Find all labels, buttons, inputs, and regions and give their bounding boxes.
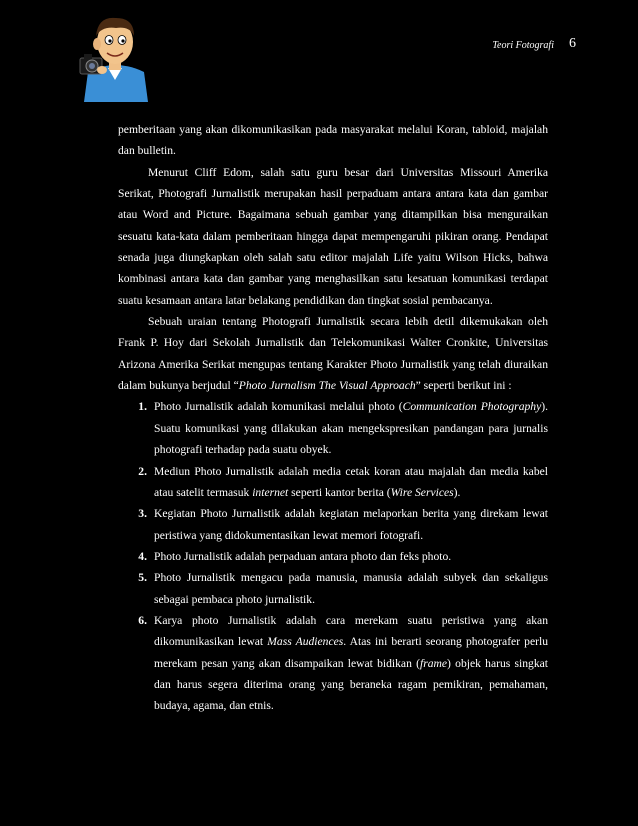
- list-number: 2.: [138, 464, 147, 478]
- running-header-title: Teori Fotografi: [492, 40, 554, 51]
- photographer-cartoon-icon: [78, 10, 153, 102]
- list-number: 6.: [138, 613, 147, 627]
- book-title: Photo Jurnalism The Visual Approach: [238, 379, 416, 393]
- list-item: [118, 461, 548, 504]
- page-body: [118, 119, 548, 717]
- list-italic-term: Communication Photography: [402, 400, 542, 414]
- list-text: Photo Jurnalistik adalah komunikasi melalui photo (: [154, 400, 403, 414]
- list-number: 3.: [138, 507, 147, 521]
- list-item: [118, 546, 548, 567]
- list-item: [118, 610, 548, 717]
- paragraph-2: Menurut Cliff Edom, salah satu guru besar dari Universitas Missouri Amerika Serikat, Photografi Jurnalistik merupakan hasil perpaduam antara antara kata dan gambar atau Word and Picture. Bagaimana sebuah gambar yang ditampilkan bisa menguraikan sesuatu kata-kata dalam pemberitaan hingga dapat mempengaruhi pikiran orang. Pendapat senada juga diungkapkan oleh salah satu editor majalah Life yaitu Wilson Hicks, bahwa kombinasi antara kata dan gambar yang menghasilkan satu kesatuan komunikasi terdapat suatu kesamaan antara latar belakang pendidikan dan tingkat sosial pembacanya.: [118, 165, 548, 307]
- list-text: Kegiatan Photo Jurnalistik adalah kegiatan melaporkan berita yang direkam lewat peristiwa yang didokumentasikan lewat memori fotografi.: [154, 507, 548, 542]
- list-text: seperti kantor berita (: [288, 485, 391, 499]
- list-item: [118, 396, 548, 460]
- list-text: Karya photo Jurnalistik adalah cara merekam suatu peristiwa yang akan dikomunikasikan lewat: [154, 613, 548, 649]
- list-italic-term: internet: [252, 485, 289, 499]
- paragraph-3: [118, 311, 548, 396]
- paragraph-3-text-end: ” seperti berikut ini :: [415, 379, 512, 393]
- page-number: 6: [569, 36, 576, 51]
- list-item: [118, 567, 548, 610]
- characteristics-list: [118, 396, 548, 716]
- list-item: [118, 503, 548, 546]
- list-text: ). Suatu komunikasi yang dilakukan akan mengekspresikan pandangan para jurnalis photografi terhadap pada suatu obyek.: [154, 400, 548, 457]
- list-number: 5.: [138, 571, 147, 585]
- list-italic-term: Mass Audiences: [267, 635, 344, 649]
- list-text: Mediun Photo Jurnalistik adalah media cetak koran atau majalah dan media kabel atau satelit termasuk: [154, 464, 548, 499]
- list-text: Photo Jurnalistik adalah perpaduan antara photo dan feks photo.: [154, 549, 452, 563]
- list-italic-term: Wire Services: [390, 485, 454, 499]
- list-number: 1.: [138, 400, 147, 414]
- list-text: ) objek harus singkat dan harus segera diterima orang yang beraneka ragam pemikiran, pemahaman, budaya, agama, dan etnis.: [154, 656, 548, 713]
- paragraph-3-text: Sebuah uraian tentang Photografi Jurnalistik secara lebih detil dikemukakan oleh Frank P. Hoy dari Sekolah Jurnalistik dan Telekomunikasi Walter Cronkite, Universitas Arizona Amerika Serikat mengupas tentang Karakter Photo Jurnalistik yang telah diuraikan dalam bukunya berjudul “: [118, 315, 548, 393]
- list-text: Photo Jurnalistik mengacu pada manusia, manusia adalah subyek dan sekaligus sebagai pembaca photo jurnalistik.: [154, 571, 548, 606]
- list-text: ).: [453, 485, 461, 499]
- paragraph-1: pemberitaan yang akan dikomunikasikan pada masyarakat melalui Koran, tabloid, majalah dan bulletin.: [118, 123, 548, 158]
- list-text: . Atas ini berarti seorang photografer perlu merekam pesan yang akan disampaikan lewat bidikan (: [154, 635, 549, 670]
- list-italic-term: frame: [419, 656, 448, 670]
- list-number: 4.: [138, 549, 147, 563]
